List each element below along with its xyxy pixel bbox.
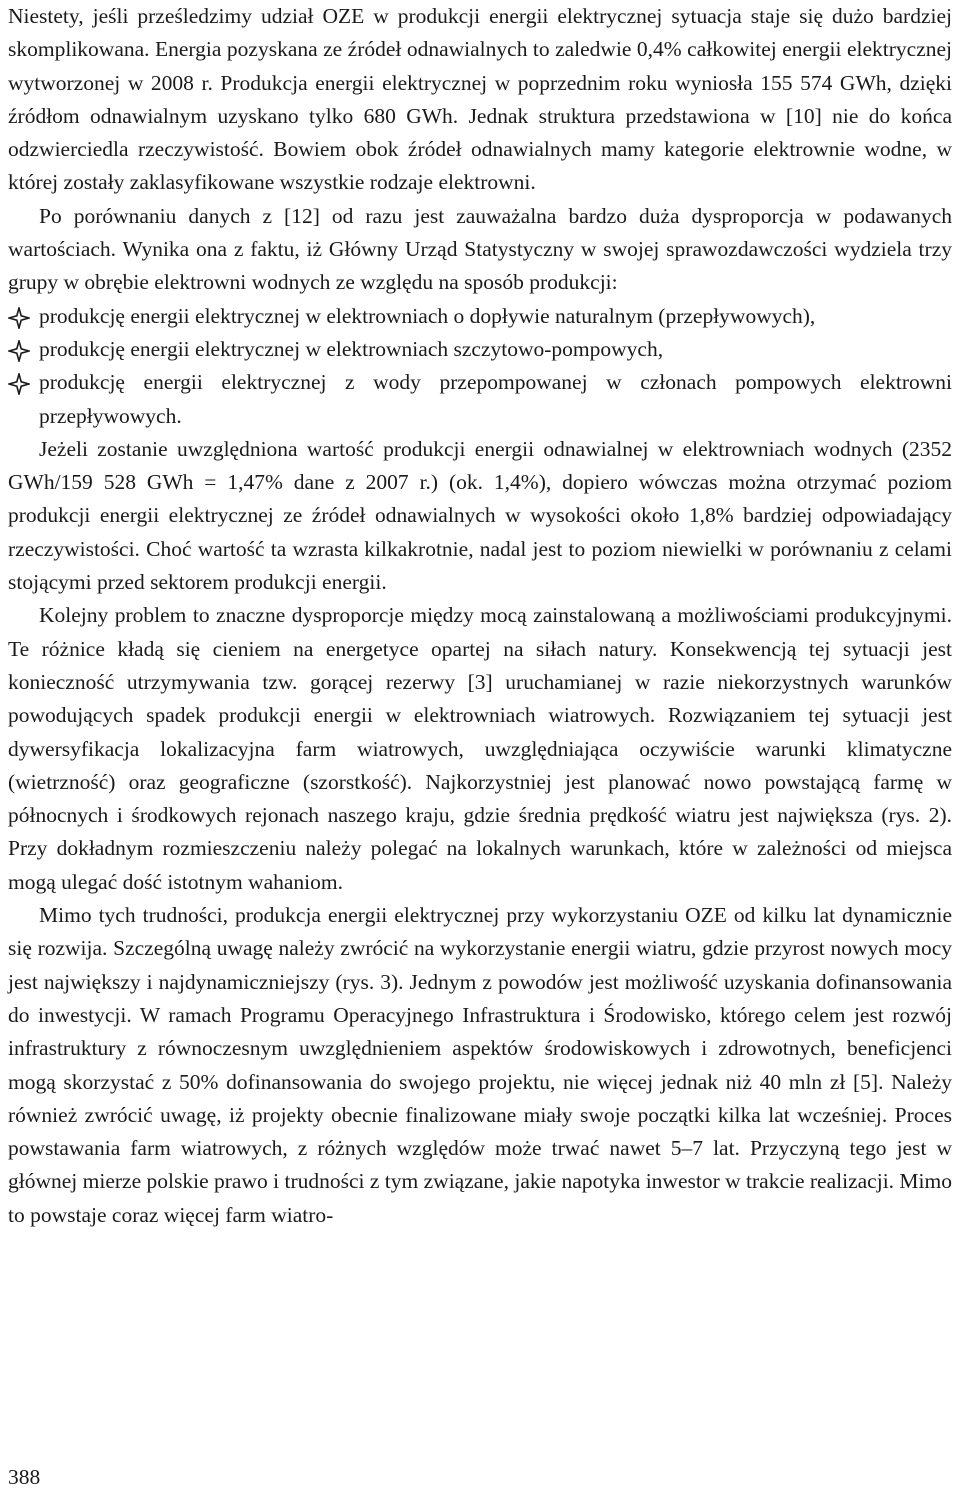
list-item-text: produkcję energii elektrycznej w elektrowniach o dopływie naturalnym (przepływowych), <box>39 303 816 328</box>
paragraph-2: Po porównaniu danych z [12] od razu jest zauważalna bardzo duża dysproporcja w podawanych wartościach. Wynika ona z faktu, iż Główny Urząd Statystyczny w swojej sprawozdawczości wydziela trzy grupy w obrębie elektrowni wodnych ze względu na sposób produkcji: <box>8 203 952 295</box>
four-point-star-outline-icon <box>8 306 30 328</box>
document-page <box>8 0 952 1232</box>
list-item <box>8 333 952 366</box>
four-point-star-outline-icon <box>8 339 30 361</box>
list-item-text: produkcję energii elektrycznej z wody przepompowanej w członach pompowych elektrowni przepływowych. <box>39 370 952 428</box>
bullet-list <box>8 300 952 433</box>
paragraph-1: Niestety, jeśli prześledzimy udział OZE w produkcji energii elektrycznej sytuacja staje się dużo bardziej skomplikowana. Energia pozyskana ze źródeł odnawialnych to zaledwie 0,4% całkowitej energii elektrycznej wytworzonej w 2008 r. Produkcja energii elektrycznej w poprzednim roku wyniosła 155 574 GWh, dzięki źródłom odnawialnym uzyskano tylko 680 GWh. Jednak struktura przedstawiona w [10] nie do końca odzwierciedla rzeczywistość. Bowiem obok źródeł odnawialnych mamy kategorie elektrownie wodne, w której zostały zaklasyfikowane wszystkie rodzaje elektrowni. <box>8 4 952 195</box>
list-item <box>8 300 952 333</box>
paragraph-5: Mimo tych trudności, produkcja energii elektrycznej przy wykorzystaniu OZE od kilku lat dynamicznie się rozwija. Szczególną uwagę należy zwrócić na wykorzystanie energii wiatru, gdzie przyrost nowych mocy jest największy i najdynamiczniejszy (rys. 3). Jednym z powodów jest możliwość uzyskania dofinansowania do inwestycji. W ramach Programu Operacyjnego Infrastruktura i Środowisko, którego celem jest rozwój infrastruktury z równoczesnym uwzględnieniem aspektów środowiskowych i zdrowotnych, beneficjenci mogą skorzystać z 50% dofinansowania do swojego projektu, nie więcej jednak niż 40 mln zł [5]. Należy również zwrócić uwagę, iż projekty obecnie finalizowane miały swoje początki kilka lat wcześniej. Proces powstawania farm wiatrowych, z różnych względów może trwać nawet 5–7 lat. Przyczyną tego jest w głównej mierze polskie prawo i trudności z tym związane, jakie napotyka inwestor w trakcie realizacji. Mimo to powstaje coraz więcej farm wiatro- <box>8 903 952 1227</box>
page-number: 388 <box>8 1465 41 1489</box>
list-item-text: produkcję energii elektrycznej w elektrowniach szczytowo-pompowych, <box>39 336 664 361</box>
paragraph-3: Jeżeli zostanie uwzględniona wartość produkcji energii odnawialnej w elektrowniach wodnych (2352 GWh/159 528 GWh = 1,47% dane z 2007 r.) (ok. 1,4%), dopiero wówczas można otrzymać poziom produkcji energii elektrycznej ze źródeł odnawialnych w wysokości około 1,8% bardziej odpowiadający rzeczywistości. Choć wartość ta wzrasta kilkakrotnie, nadal jest to poziom niewielki w porównaniu z celami stojącymi przed sektorem produkcji energii. <box>8 436 952 595</box>
four-point-star-outline-icon <box>8 372 30 394</box>
list-item <box>8 366 952 433</box>
paragraph-4: Kolejny problem to znaczne dysproporcje między mocą zainstalowaną a możliwościami produkcyjnymi. Te różnice kładą się cieniem na energetyce opartej na siłach natury. Konsekwencją tej sytuacji jest konieczność utrzymywania tzw. gorącej rezerwy [3] uruchamianej w razie niekorzystnych warunków powodujących spadek produkcji energii w elektrowniach wiatrowych. Rozwiązaniem tej sytuacji jest dywersyfikacja lokalizacyjna farm wiatrowych, uwzględniająca oczywiście warunki klimatyczne (wietrzność) oraz geograficzne (szorstkość). Najkorzystniej jest planować nowo powstającą farmę w północnych i środkowych rejonach naszego kraju, gdzie średnia prędkość wiatru jest największa (rys. 2). Przy dokładnym rozmieszczeniu należy polegać na lokalnych warunkach, które w zależności od miejsca mogą ulegać dość istotnym wahaniom. <box>8 603 952 894</box>
